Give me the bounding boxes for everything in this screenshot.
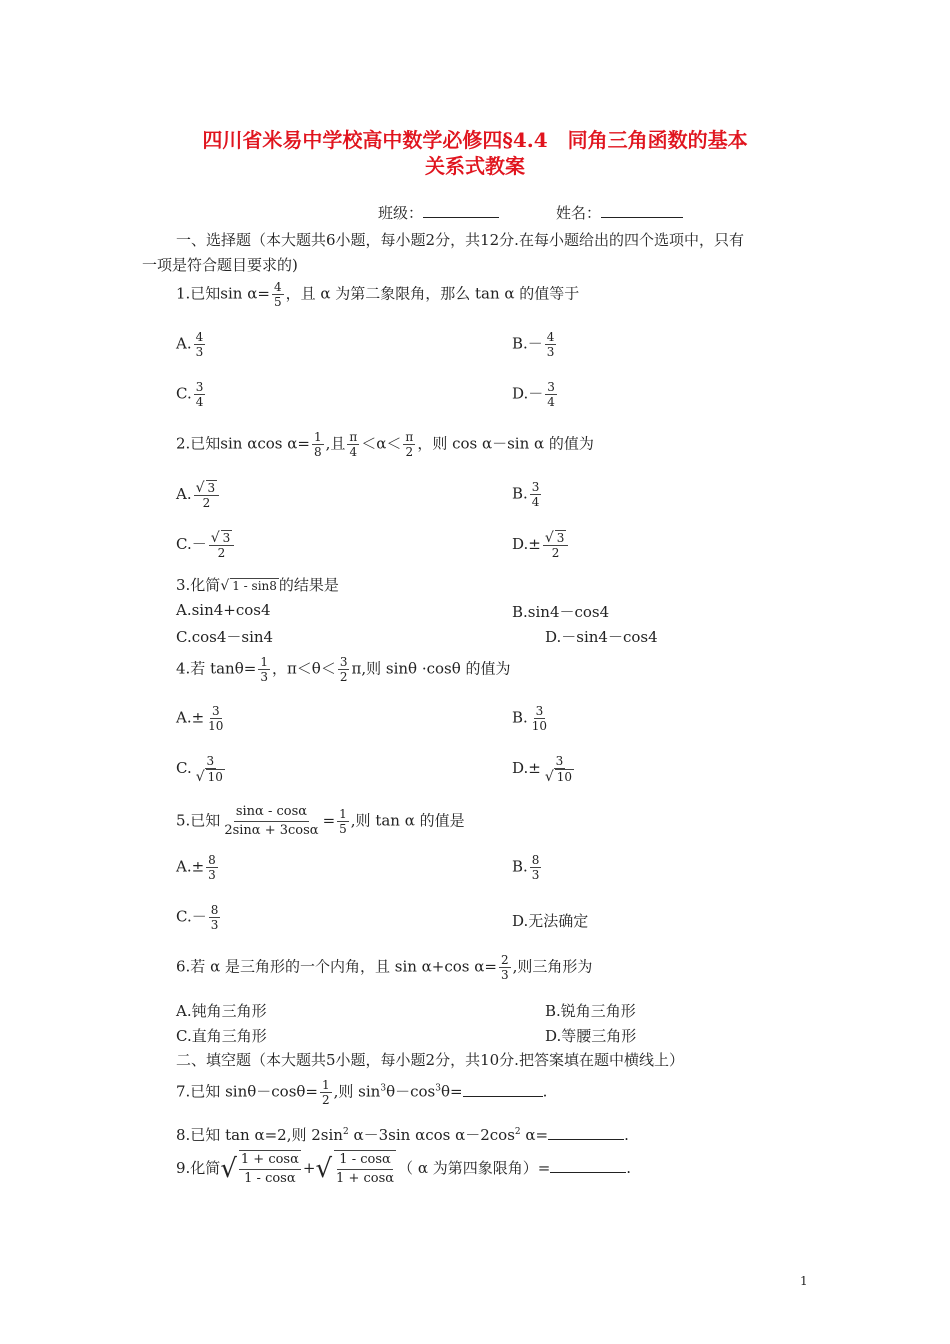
question-7: 7.已知 sinθ－cosθ= $\frac{1}{2}$ ,则 $\sin^3\theta-\cos^3\theta=$ . [176,1078,548,1107]
option-5c: C.－ $\frac{8}{3}$ [176,903,219,932]
question-2: 2.已知sin αcos α= $\frac{1}{8}$ ,且 $\frac{\pi}{4}$ ＜α＜ $\frac{\pi}{2}$ ，则 cos α－sin α 的值为 [176,430,594,459]
title-line-2: 关系式教案 [425,154,525,178]
title-line-1: 四川省米易中学校高中数学必修四§4.4 同角三角函数的基本 [202,128,748,152]
option-4d: D.± $\frac{3}{√ 10}$ [512,754,573,785]
option-3c: C.cos4－sin4 [176,628,274,646]
option-5d: D.无法确定 [512,912,589,930]
option-1b: B.－ $\frac{4}{3}$ [512,330,555,359]
question-6: 6.若 α 是三角形的一个内角，且 sin α+cos α= $\frac{2}{3}$ ,则三角形为 [176,953,593,982]
page-number: 1 [800,1274,808,1288]
option-6a: A.钝角三角形 [176,1002,267,1020]
answer-blank-7[interactable] [463,1082,543,1097]
question-4: 4.若 tanθ= $\frac{1}{3}$ ，π＜θ＜ $\frac{3}{2}$ π,则 sinθ ·cosθ 的值为 [176,655,511,684]
answer-blank-9[interactable] [550,1158,626,1173]
option-3b: B.sin4－cos4 [512,603,610,621]
option-2b: B. $\frac{3}{4}$ [512,480,540,509]
answer-blank-8[interactable] [548,1125,624,1140]
option-4b: B. $\frac{3}{10}$ [512,704,548,733]
option-6b: B.锐角三角形 [545,1002,636,1020]
option-5a: A.± $\frac{8}{3}$ [176,853,216,882]
question-8: 8.已知 tan α=2,则 $2\sin^2$ α－3sin αcos $\alpha-2\cos^2$ α= . [176,1126,629,1144]
option-4c: C. $\frac{3}{√ 10}$ [176,754,223,785]
option-1a: A. $\frac{4}{3}$ [176,330,204,359]
name-field: 姓名： [556,202,683,223]
option-3a: A.sin4+cos4 [176,601,271,619]
option-6c: C.直角三角形 [176,1027,267,1045]
option-3d: D.－sin4－cos4 [545,628,658,646]
question-1: 1.已知sin α= $\frac{4}{5}$ ，且 α 为第二象限角，那么 tan α 的值等于 [176,280,580,309]
fraction: $\frac{4}{5}$ [273,280,282,309]
option-1c: C. $\frac{3}{4}$ [176,380,204,409]
section1-line1: 一、选择题（本大题共6小题，每小题2分，共12分.在每小题给出的四个选项中，只有 [176,231,744,249]
section2-heading: 二、填空题（本大题共5小题，每小题2分，共10分.把答案填在题中横线上） [176,1051,684,1069]
section1-line2: 一项是符合题目要求的) [142,256,298,274]
question-3: 3.化简√ 1 - sin8 的结果是 [176,576,339,594]
option-2c: C.－ $\frac{√ 3}{2}$ [176,530,236,560]
option-6d: D.等腰三角形 [545,1027,637,1045]
option-4a: A.± $\frac{3}{10}$ [176,704,224,733]
option-2a: A. $\frac{√ 3}{2}$ [176,480,221,510]
class-blank [423,203,499,218]
question-5: 5.已知 $\frac{\sin\alpha - \cos\alpha}{2\sin\alpha + 3\cos\alpha}$ = $\frac{1}{5}$ ,则 tan α 的值是 [176,804,465,838]
question-9: 9.化简√ $\frac{1 + \cos\alpha}{1 - \cos\alpha}$ +√ $\frac{1 - \cos\alpha}{1 + \cos\alpha}$ （ α 为第四象限角）= . [176,1152,632,1186]
option-2d: D.± $\frac{√ 3}{2}$ [512,530,570,560]
option-1d: D.－ $\frac{3}{4}$ [512,380,555,409]
class-field: 班级： [378,202,499,223]
name-blank [601,203,683,218]
option-5b: B. $\frac{8}{3}$ [512,853,540,882]
